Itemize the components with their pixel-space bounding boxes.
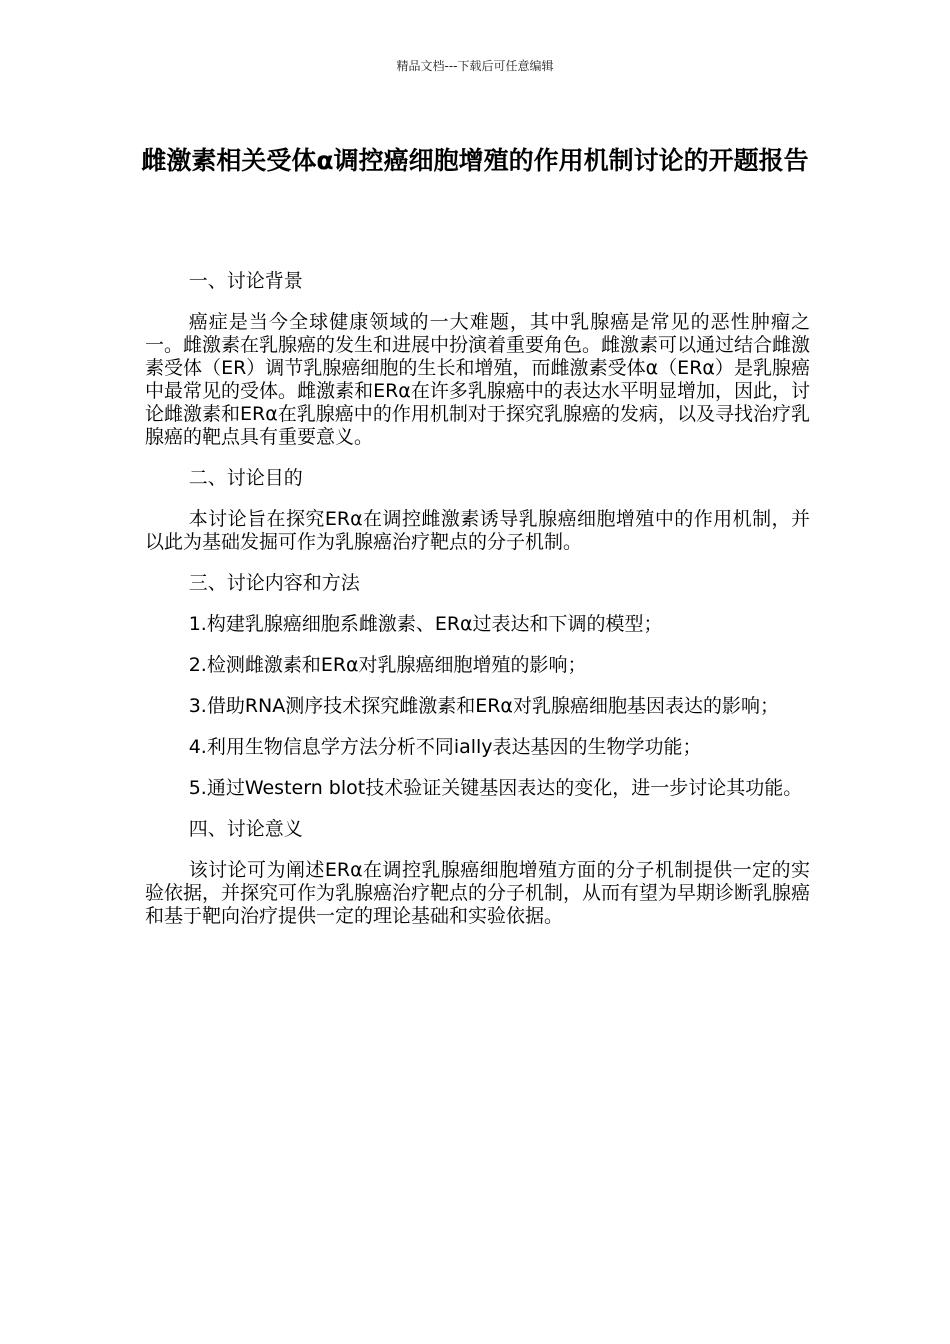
method-item-2: 2.检测雌激素和ERα对乳腺癌细胞增殖的影响； [188, 654, 587, 676]
section-heading-purpose: 二、讨论目的 [188, 467, 303, 489]
header-note: 精品文档---下载后可任意编辑 [396, 59, 554, 73]
section-heading-background: 一、讨论背景 [188, 270, 303, 292]
method-item-1: 1.构建乳腺癌细胞系雌激素、ERα过表达和下调的模型； [188, 613, 663, 635]
paragraph-significance: 该讨论可为阐述ERα在调控乳腺癌细胞增殖方面的分子机制提供一定的实验依据，并探究可作为乳腺癌治疗靶点的分子机制，从而有望为早期诊断乳腺癌和基于靶向治疗提供一定的理论基础和实验依据。 [145, 859, 811, 927]
section-heading-methods: 三、讨论内容和方法 [188, 572, 360, 594]
method-item-4: 4.利用生物信息学方法分析不同ially表达基因的生物学功能； [188, 736, 702, 758]
document-title: 雌激素相关受体α调控癌细胞增殖的作用机制讨论的开题报告 [141, 146, 809, 175]
method-item-5: 5.通过Western blot技术验证关键基因表达的变化，进一步讨论其功能。 [188, 777, 803, 799]
section-heading-significance: 四、讨论意义 [188, 818, 303, 840]
paragraph-background: 癌症是当今全球健康领域的一大难题，其中乳腺癌是常见的恶性肿瘤之一。雌激素在乳腺癌的发生和进展中扮演着重要角色。雌激素可以通过结合雌激素受体（ER）调节乳腺癌细胞的生长和增殖，而雌激素受体α（ERα）是乳腺癌中最常见的受体。雌激素和ERα在许多乳腺癌中的表达水平明显增加，因此，讨论雌激素和ERα在乳腺癌中的作用机制对于探究乳腺癌的发病，以及寻找治疗乳腺癌的靶点具有重要意义。 [145, 311, 811, 448]
paragraph-purpose: 本讨论旨在探究ERα在调控雌激素诱导乳腺癌细胞增殖中的作用机制，并以此为基础发掘可作为乳腺癌治疗靶点的分子机制。 [145, 508, 810, 553]
document-body [145, 270, 810, 946]
method-item-3: 3.借助RNA测序技术探究雌激素和ERα对乳腺癌细胞基因表达的影响； [188, 695, 779, 717]
